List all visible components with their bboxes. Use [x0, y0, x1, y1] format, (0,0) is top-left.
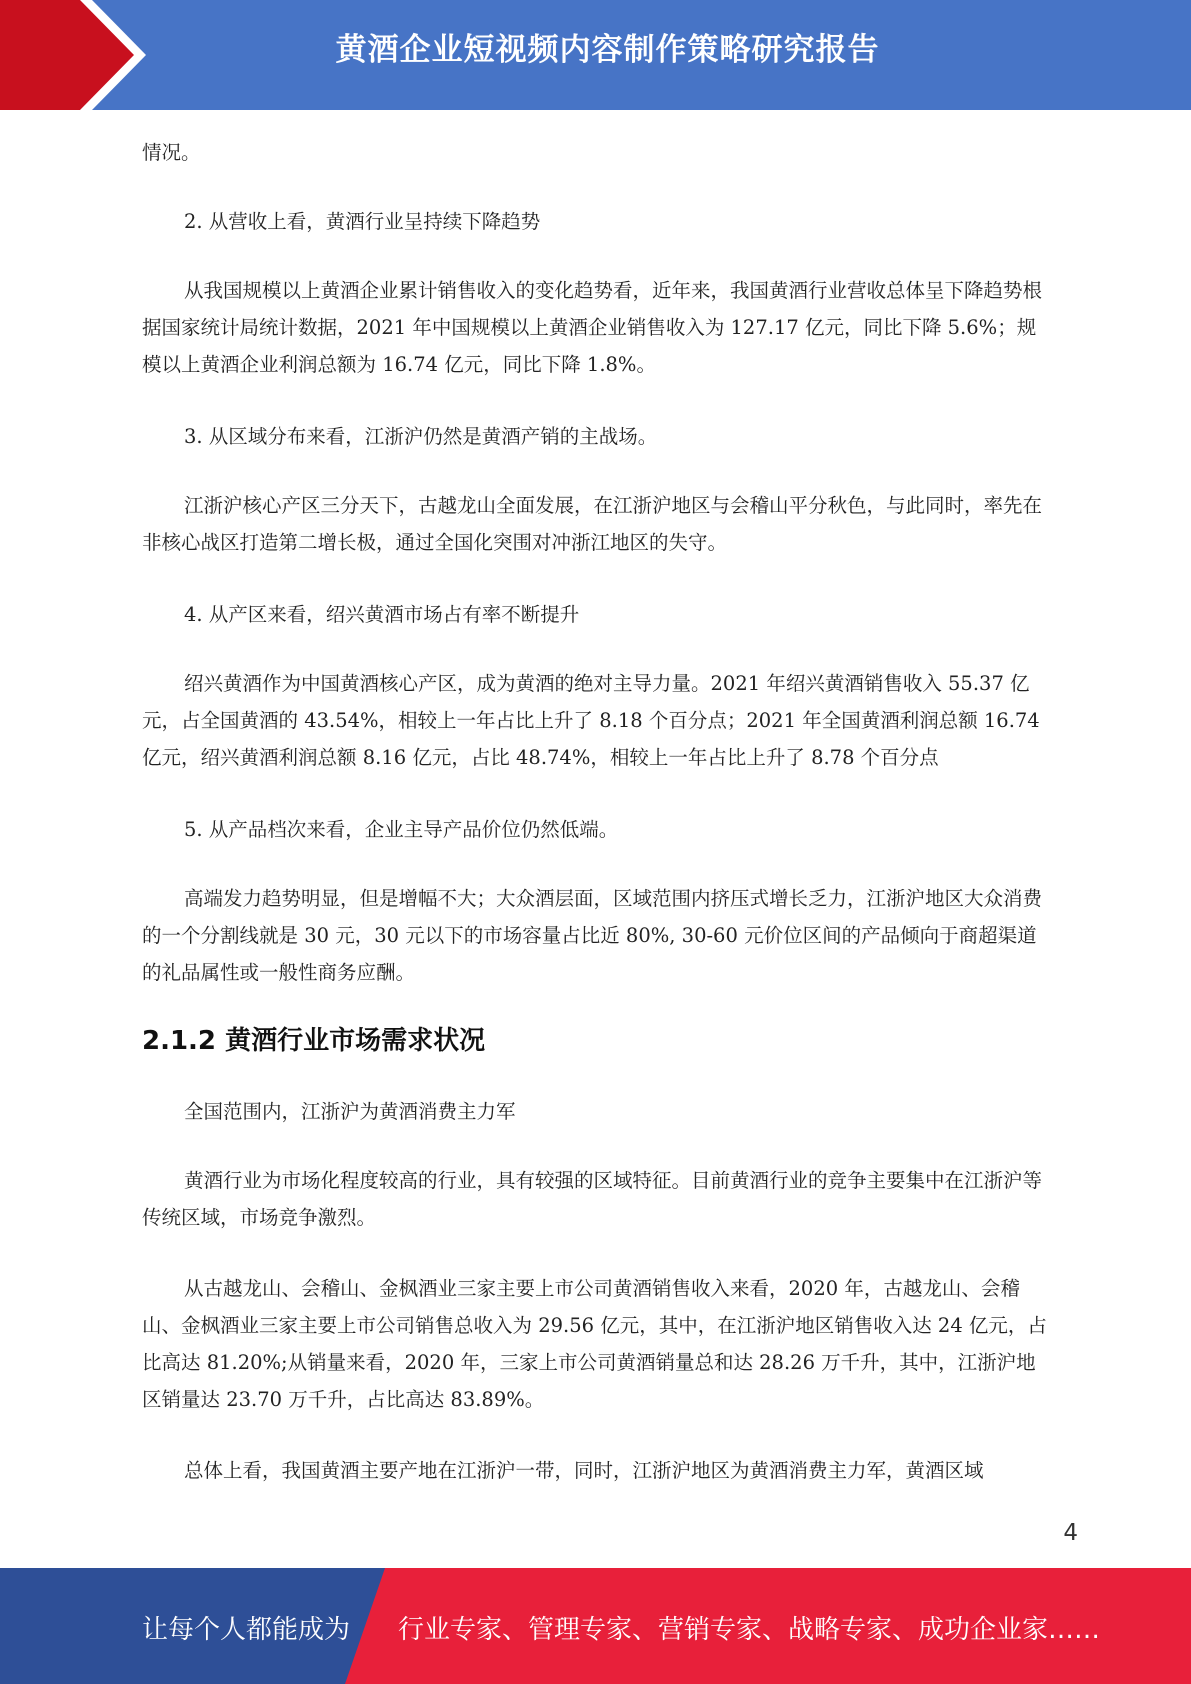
- numbered-point-2: 2. 从营收上看，黄酒行业呈持续下降趋势: [184, 210, 541, 233]
- paragraph: 情况。: [142, 141, 201, 164]
- page-header: [0, 0, 1191, 110]
- paragraph: 从我国规模以上黄酒企业累计销售收入的变化趋势看，近年来，我国黄酒行业营收总体呈下降趋势根据国家统计局统计数据，2021 年中国规模以上黄酒企业销售收入为 127.17 亿元，同比下降 5.6%；规模以上黄酒企业利润总额为 16.74 亿元，同比下降 1.8%。: [142, 279, 1043, 376]
- report-title: 黄酒企业短视频内容制作策略研究报告: [335, 32, 880, 68]
- paragraph: 高端发力趋势明显，但是增幅不大；大众酒层面，区域范围内挤压式增长乏力，江浙沪地区大众消费的一个分割线就是 30 元，30 元以下的市场容量占比近 80%, 30-60 元价位区间的产品倾向于商超渠道的礼品属性或一般性商务应酬。: [142, 887, 1043, 984]
- paragraph: 江浙沪核心产区三分天下，古越龙山全面发展，在江浙沪地区与会稽山平分秋色，与此同时，率先在非核心战区打造第二增长极，通过全国化突围对冲浙江地区的失守。: [142, 494, 1043, 554]
- paragraph: 总体上看，我国黄酒主要产地在江浙沪一带，同时，江浙沪地区为黄酒消费主力军，黄酒区域: [184, 1459, 984, 1482]
- page-number: 4: [1063, 1520, 1078, 1546]
- numbered-point-4: 4. 从产区来看，绍兴黄酒市场占有率不断提升: [184, 603, 580, 626]
- section-heading: 2.1.2 黄酒行业市场需求状况: [142, 1026, 486, 1056]
- page-footer: [0, 1568, 1191, 1684]
- paragraph: 黄酒行业为市场化程度较高的行业，具有较强的区域特征。目前黄酒行业的竞争主要集中在江浙沪等传统区域，市场竞争激烈。: [142, 1169, 1043, 1229]
- footer-slogan-left: 让每个人都能成为: [142, 1615, 351, 1645]
- paragraph: 全国范围内，江浙沪为黄酒消费主力军: [184, 1100, 516, 1123]
- footer-slogan-right: 行业专家、管理专家、营销专家、战略专家、成功企业家……: [398, 1615, 1101, 1645]
- paragraph: 绍兴黄酒作为中国黄酒核心产区，成为黄酒的绝对主导力量。2021 年绍兴黄酒销售收入 55.37 亿元，占全国黄酒的 43.54%，相较上一年占比上升了 8.18 个百分点；2021 年全国黄酒利润总额 16.74 亿元，绍兴黄酒利润总额 8.16 亿元，占比 48.74%，相较上一年占比上升了 8.78 个百分点: [142, 672, 1040, 769]
- numbered-point-5: 5. 从产品档次来看，企业主导产品价位仍然低端。: [184, 818, 619, 841]
- paragraph: 从古越龙山、会稽山、金枫酒业三家主要上市公司黄酒销售收入来看，2020 年，古越龙山、会稽山、金枫酒业三家主要上市公司销售总收入为 29.56 亿元，其中，在江浙沪地区销售收入达 24 亿元，占比高达 81.20%;从销量来看，2020 年，三家上市公司黄酒销量总和达 28.26 万千升，其中，江浙沪地区销量达 23.70 万千升，占比高达 83.89%。: [142, 1277, 1047, 1411]
- numbered-point-3: 3. 从区域分布来看，江浙沪仍然是黄酒产销的主战场。: [184, 425, 658, 448]
